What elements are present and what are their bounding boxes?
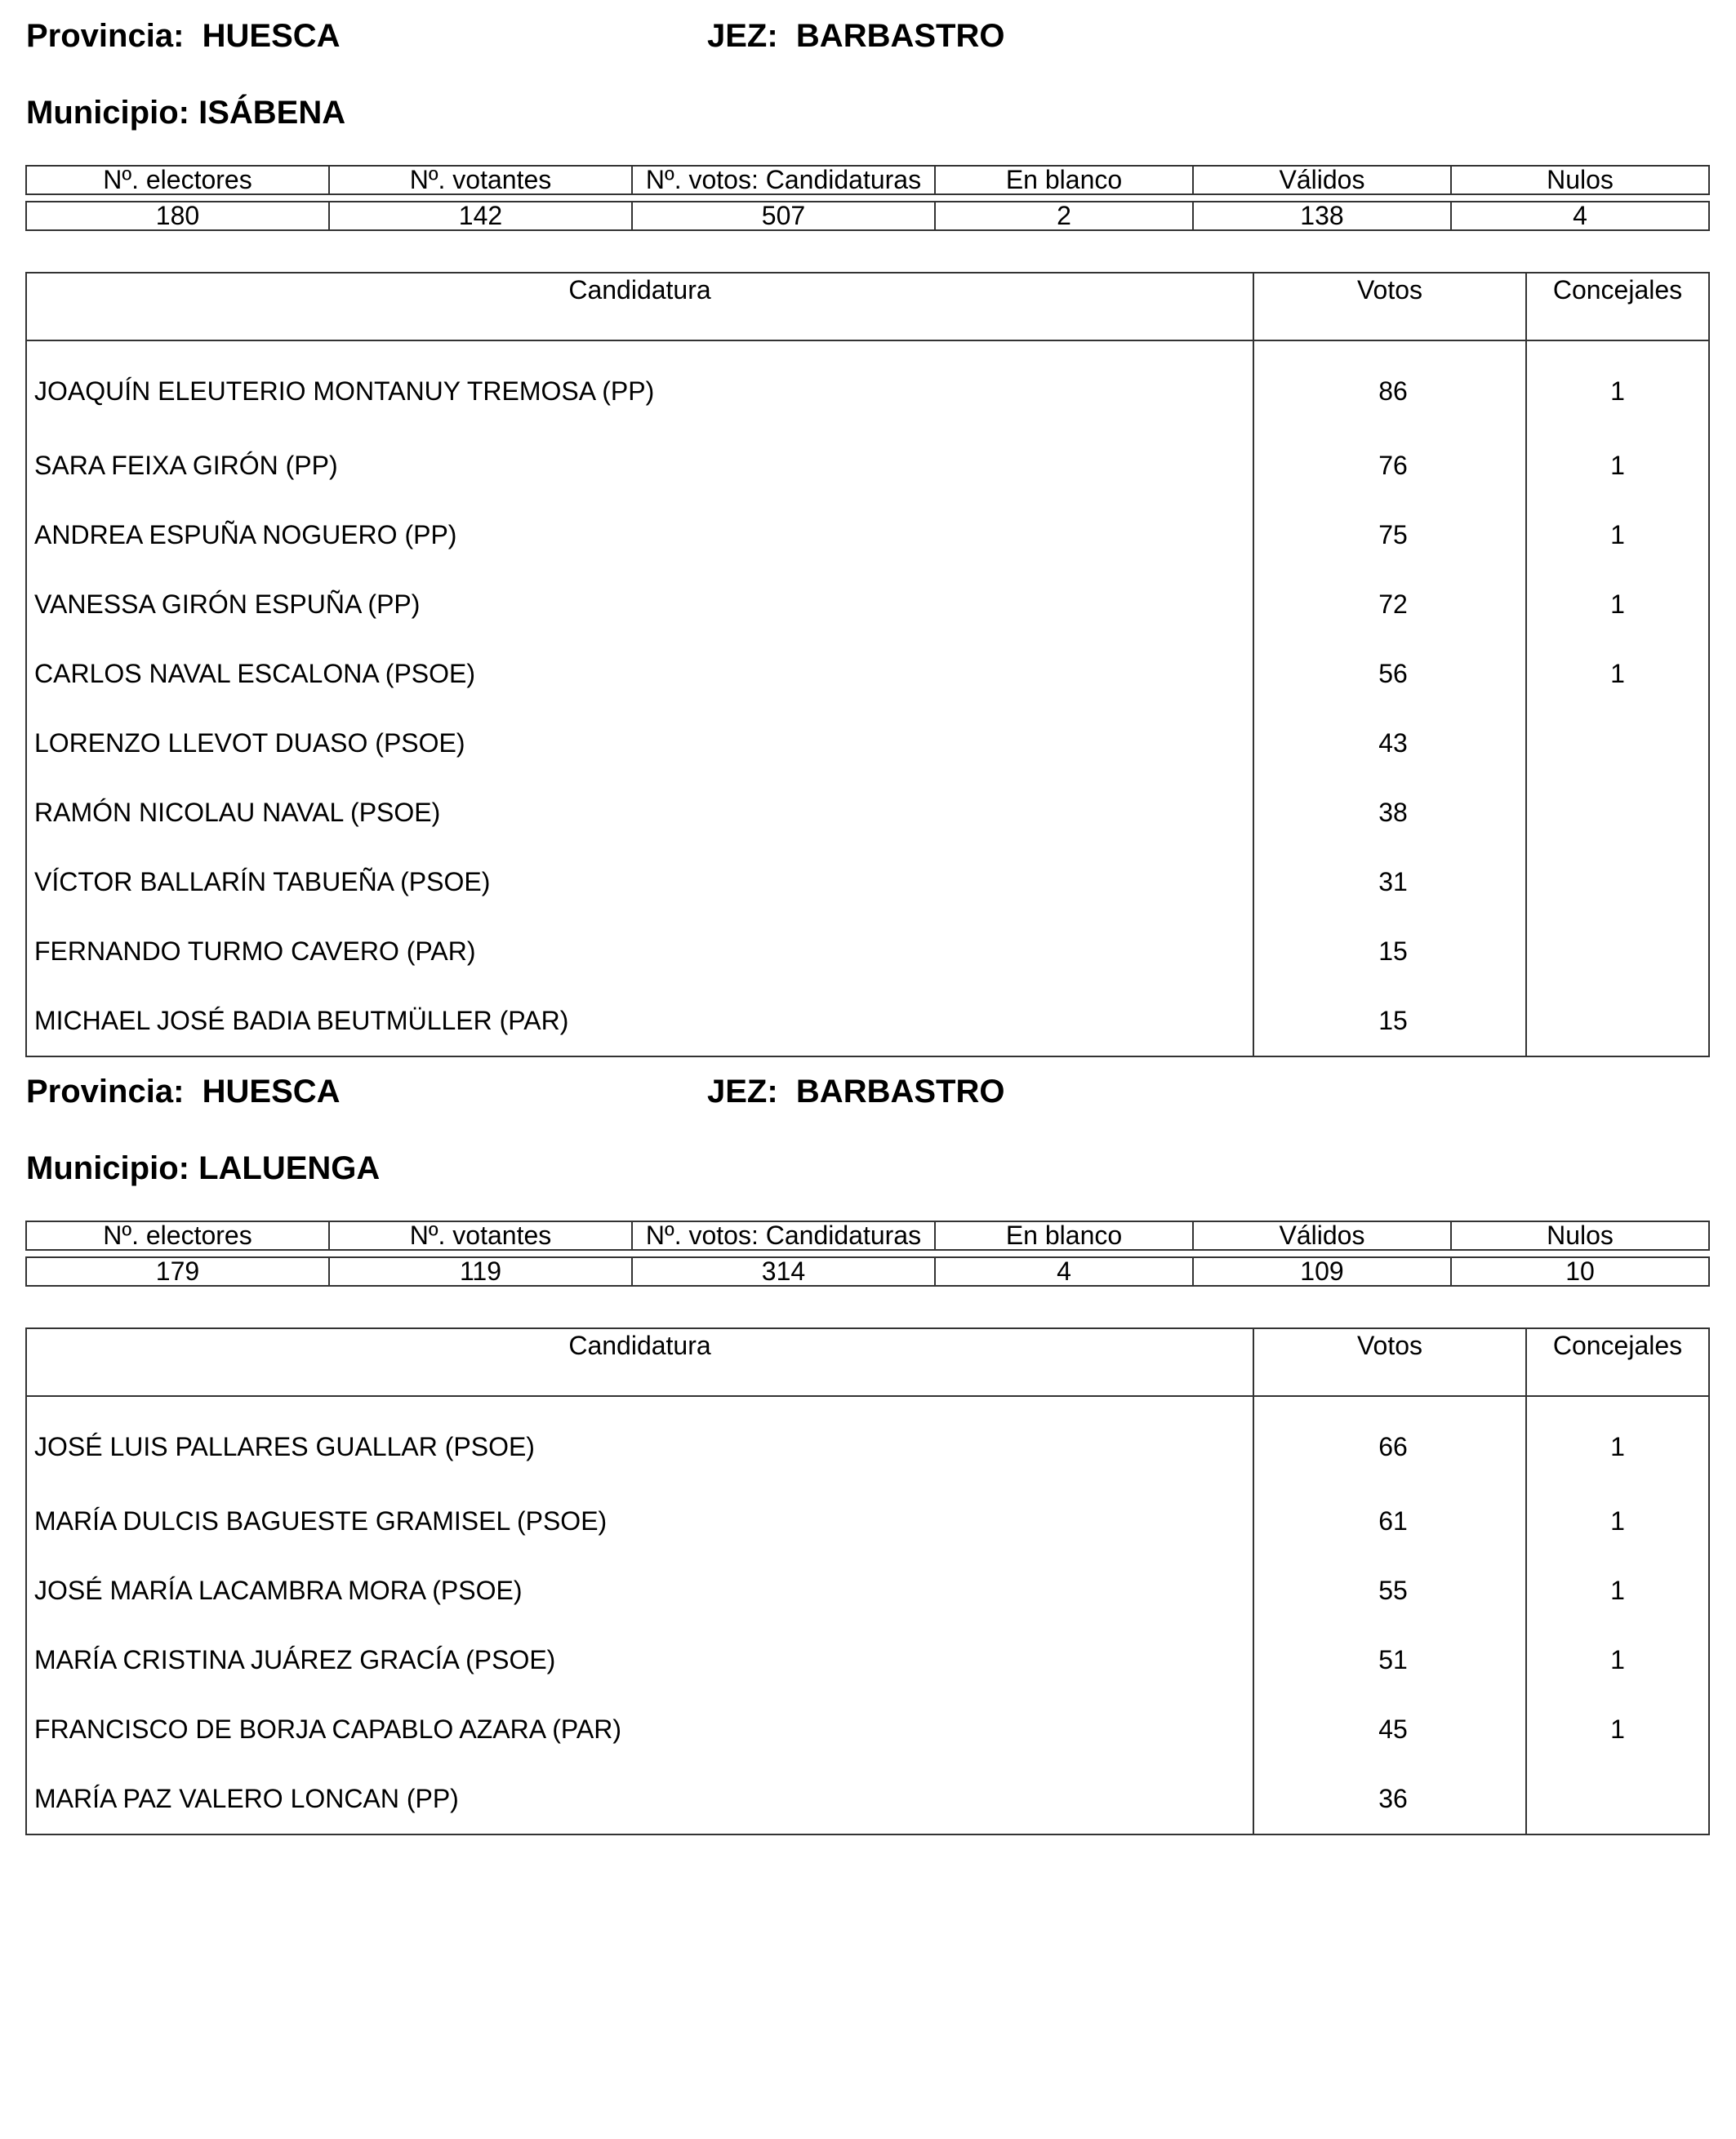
summary-table	[25, 165, 1710, 231]
jez-value: BARBASTRO	[795, 18, 1005, 54]
municipio-line	[26, 93, 345, 132]
header-votos: Votos	[1253, 1328, 1526, 1396]
candidate-name: CARLOS NAVAL ESCALONA (PSOE)	[26, 639, 1253, 709]
candidate-name: VANESSA GIRÓN ESPUÑA (PP)	[26, 570, 1253, 639]
candidates-table	[25, 272, 1710, 1057]
candidate-concejales	[1526, 986, 1709, 1056]
jez-line	[707, 1072, 1004, 1111]
candidate-name: RAMÓN NICOLAU NAVAL (PSOE)	[26, 778, 1253, 847]
candidate-name: MARÍA CRISTINA JUÁREZ GRACÍA (PSOE)	[26, 1625, 1253, 1695]
summary-value-validos: 109	[1193, 1257, 1451, 1286]
header-concejales: Concejales	[1526, 1328, 1709, 1396]
candidate-concejales	[1526, 847, 1709, 917]
candidate-votes: 51	[1253, 1625, 1526, 1695]
summary-header-validos: Válidos	[1193, 166, 1451, 194]
municipio-section-laluenga	[0, 1056, 1736, 2109]
municipio-value: ISÁBENA	[198, 95, 346, 131]
provincia-label: Provincia:	[26, 1074, 185, 1110]
summary-header-row	[26, 1221, 1709, 1250]
summary-header-nulos: Nulos	[1451, 1221, 1709, 1250]
candidate-concejales: 1	[1526, 500, 1709, 570]
municipio-section-isabena	[0, 0, 1736, 1053]
summary-header-votos-candidaturas: Nº. votos: Candidaturas	[632, 166, 935, 194]
municipio-line	[26, 1149, 380, 1188]
summary-header-en-blanco: En blanco	[935, 1221, 1193, 1250]
candidate-votes: 76	[1253, 431, 1526, 500]
provincia-line	[26, 16, 341, 56]
provincia-label: Provincia:	[26, 18, 185, 54]
summary-value-electores: 179	[26, 1257, 329, 1286]
candidate-votes: 36	[1253, 1764, 1526, 1834]
candidate-votes: 72	[1253, 570, 1526, 639]
summary-value-electores: 180	[26, 202, 329, 230]
candidate-votes: 86	[1253, 340, 1526, 431]
candidate-votes: 45	[1253, 1695, 1526, 1764]
summary-table	[25, 1221, 1710, 1287]
candidate-votes: 38	[1253, 778, 1526, 847]
summary-value-validos: 138	[1193, 202, 1451, 230]
candidate-name: ANDREA ESPUÑA NOGUERO (PP)	[26, 500, 1253, 570]
candidate-row	[26, 1764, 1709, 1834]
candidate-votes: 75	[1253, 500, 1526, 570]
candidate-row	[26, 1695, 1709, 1764]
summary-value-nulos: 10	[1451, 1257, 1709, 1286]
summary-value-en-blanco: 2	[935, 202, 1193, 230]
header-concejales: Concejales	[1526, 273, 1709, 340]
summary-value-votos-candidaturas: 314	[632, 1257, 935, 1286]
candidate-votes: 56	[1253, 639, 1526, 709]
summary-header-en-blanco: En blanco	[935, 166, 1193, 194]
summary-header-votantes: Nº. votantes	[329, 1221, 632, 1250]
candidate-name: FRANCISCO DE BORJA CAPABLO AZARA (PAR)	[26, 1695, 1253, 1764]
summary-value-en-blanco: 4	[935, 1257, 1193, 1286]
candidate-concejales: 1	[1526, 340, 1709, 431]
candidate-name: MARÍA PAZ VALERO LONCAN (PP)	[26, 1764, 1253, 1834]
header-votos: Votos	[1253, 273, 1526, 340]
summary-header-nulos: Nulos	[1451, 166, 1709, 194]
candidate-votes: 55	[1253, 1556, 1526, 1625]
candidate-name: JOSÉ MARÍA LACAMBRA MORA (PSOE)	[26, 1556, 1253, 1625]
candidate-votes: 61	[1253, 1487, 1526, 1556]
candidate-row	[26, 847, 1709, 917]
jez-line	[707, 16, 1004, 56]
candidates-table	[25, 1327, 1710, 1835]
candidate-name: SARA FEIXA GIRÓN (PP)	[26, 431, 1253, 500]
candidate-concejales: 1	[1526, 431, 1709, 500]
candidate-concejales: 1	[1526, 1625, 1709, 1695]
candidate-concejales: 1	[1526, 1396, 1709, 1487]
candidate-row	[26, 1556, 1709, 1625]
jez-label: JEZ:	[707, 1074, 778, 1110]
candidate-row	[26, 500, 1709, 570]
candidate-name: LORENZO LLEVOT DUASO (PSOE)	[26, 709, 1253, 778]
provincia-line	[26, 1072, 341, 1111]
candidate-name: JOAQUÍN ELEUTERIO MONTANUY TREMOSA (PP)	[26, 340, 1253, 431]
candidate-votes: 43	[1253, 709, 1526, 778]
candidate-concejales	[1526, 778, 1709, 847]
candidates-header-row	[26, 1328, 1709, 1396]
candidate-name: MICHAEL JOSÉ BADIA BEUTMÜLLER (PAR)	[26, 986, 1253, 1056]
summary-value-nulos: 4	[1451, 202, 1709, 230]
summary-header-electores: Nº. electores	[26, 1221, 329, 1250]
provincia-value: HUESCA	[202, 1074, 341, 1110]
candidate-concejales	[1526, 917, 1709, 986]
candidate-row	[26, 431, 1709, 500]
candidate-votes: 15	[1253, 986, 1526, 1056]
summary-value-votos-candidaturas: 507	[632, 202, 935, 230]
candidate-row	[26, 1396, 1709, 1487]
candidate-concejales: 1	[1526, 1695, 1709, 1764]
summary-header-votantes: Nº. votantes	[329, 166, 632, 194]
candidate-concejales: 1	[1526, 1487, 1709, 1556]
summary-header-votos-candidaturas: Nº. votos: Candidaturas	[632, 1221, 935, 1250]
candidate-row	[26, 570, 1709, 639]
header-candidatura: Candidatura	[26, 1328, 1253, 1396]
candidate-row	[26, 639, 1709, 709]
candidate-votes: 66	[1253, 1396, 1526, 1487]
candidate-row	[26, 778, 1709, 847]
candidate-votes: 15	[1253, 917, 1526, 986]
summary-header-validos: Válidos	[1193, 1221, 1451, 1250]
candidate-name: MARÍA DULCIS BAGUESTE GRAMISEL (PSOE)	[26, 1487, 1253, 1556]
candidate-concejales	[1526, 709, 1709, 778]
jez-value: BARBASTRO	[795, 1074, 1005, 1110]
provincia-value: HUESCA	[202, 18, 341, 54]
candidate-concejales	[1526, 1764, 1709, 1834]
candidate-concejales: 1	[1526, 1556, 1709, 1625]
candidate-row	[26, 340, 1709, 431]
candidate-name: JOSÉ LUIS PALLARES GUALLAR (PSOE)	[26, 1396, 1253, 1487]
candidate-votes: 31	[1253, 847, 1526, 917]
candidate-name: FERNANDO TURMO CAVERO (PAR)	[26, 917, 1253, 986]
candidate-row	[26, 1625, 1709, 1695]
candidate-row	[26, 986, 1709, 1056]
municipio-label: Municipio:	[26, 1150, 189, 1186]
candidate-row	[26, 1487, 1709, 1556]
header-candidatura: Candidatura	[26, 273, 1253, 340]
candidate-row	[26, 917, 1709, 986]
candidate-name: VÍCTOR BALLARÍN TABUEÑA (PSOE)	[26, 847, 1253, 917]
jez-label: JEZ:	[707, 18, 778, 54]
summary-values-row	[26, 202, 1709, 230]
municipio-label: Municipio:	[26, 95, 189, 131]
summary-header-row	[26, 166, 1709, 194]
summary-value-votantes: 119	[329, 1257, 632, 1286]
municipio-value: LALUENGA	[198, 1150, 381, 1186]
candidate-concejales: 1	[1526, 639, 1709, 709]
summary-values-row	[26, 1257, 1709, 1286]
candidate-row	[26, 709, 1709, 778]
summary-value-votantes: 142	[329, 202, 632, 230]
summary-header-electores: Nº. electores	[26, 166, 329, 194]
candidate-concejales: 1	[1526, 570, 1709, 639]
candidates-header-row	[26, 273, 1709, 340]
